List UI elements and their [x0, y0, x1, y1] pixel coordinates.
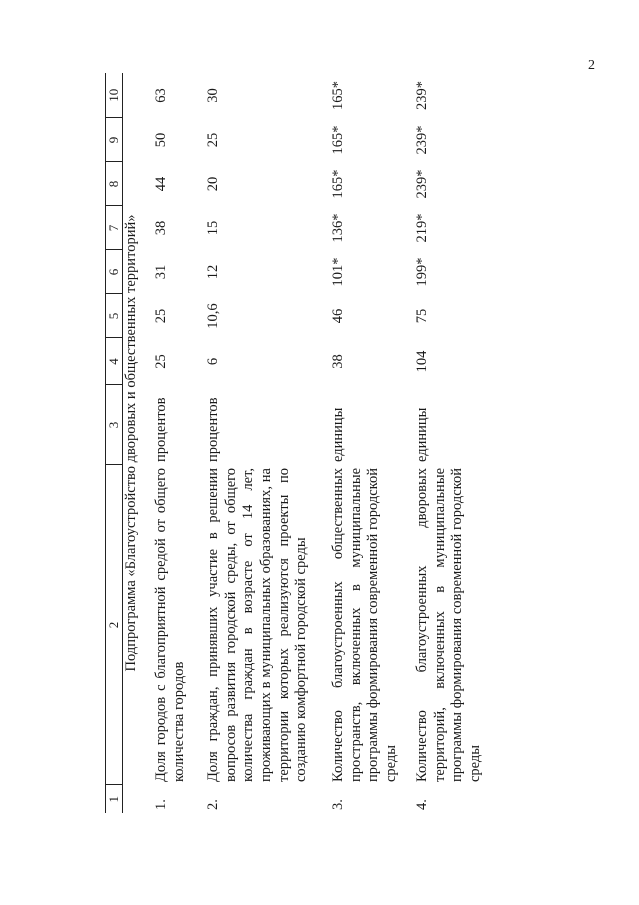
subprogram-row — [123, 73, 154, 813]
value-cell: 101* — [330, 257, 346, 287]
value-cell: 44 — [153, 176, 169, 192]
value-cell: 25 — [153, 354, 169, 369]
column-header: 5 — [106, 294, 123, 338]
value-cell: 239* — [414, 169, 430, 199]
row-number: 4. — [414, 799, 430, 810]
value-cell: 20 — [205, 176, 221, 192]
value-cell: 46 — [330, 308, 346, 324]
value-cell: 25 — [205, 132, 221, 148]
value-cell: 136* — [330, 213, 346, 243]
table-row — [330, 73, 414, 813]
value-cell: 31 — [153, 264, 169, 280]
value-cell: 239* — [414, 125, 430, 155]
value-cell: 75 — [414, 308, 430, 324]
value-cell: 165* — [330, 81, 346, 110]
column-header: 6 — [106, 250, 123, 294]
indicators-table — [105, 73, 504, 813]
value-cell: 38 — [330, 354, 346, 369]
column-header: 9 — [106, 118, 123, 162]
table-row — [414, 73, 504, 813]
column-header: 2 — [106, 465, 123, 785]
value-cell: 30 — [205, 88, 221, 103]
column-header: 8 — [106, 162, 123, 206]
unit-cell: процентов — [205, 397, 221, 462]
column-header: 4 — [106, 338, 123, 385]
value-cell: 6 — [205, 357, 221, 366]
value-cell: 12 — [205, 264, 221, 280]
indicator-name: Количество благоустроенных дворовых территорий, включенных в муниципальные программы формирования современной городской среды — [414, 468, 484, 782]
subprogram-title: Подпрограмма «Благоустройство дворовых и общественных территорий» — [123, 214, 139, 672]
row-number: 2. — [205, 799, 221, 810]
value-cell: 104 — [414, 350, 430, 373]
column-number-row — [106, 73, 123, 813]
value-cell: 165* — [330, 169, 346, 199]
value-cell: 15 — [205, 220, 221, 236]
column-header: 3 — [106, 385, 123, 465]
indicator-name: Доля городов с благоприятной средой от общего количества городов — [153, 468, 187, 782]
unit-cell: процентов — [153, 397, 169, 462]
value-cell: 38 — [153, 220, 169, 236]
row-number: 1. — [153, 799, 169, 810]
value-cell: 165* — [330, 125, 346, 155]
row-number: 3. — [330, 799, 346, 810]
unit-cell: единицы — [414, 407, 430, 462]
indicator-name: Количество благоустроенных общественных пространств, включенных в муниципальные программы формирования современной городской среды — [330, 468, 400, 782]
value-cell: 199* — [414, 257, 430, 287]
value-cell: 25 — [153, 308, 169, 324]
table-row — [205, 73, 330, 813]
indicator-name: Доля граждан, принявших участие в решении вопросов развития городской среды, от общего количества граждан в возрасте от 14 лет, проживающих в муниципальных образованиях, на территории которых реализуются проекты по созданию комфортной городской среды — [205, 468, 310, 782]
column-header: 1 — [106, 785, 123, 813]
value-cell: 10,6 — [205, 303, 221, 329]
value-cell: 219* — [414, 213, 430, 243]
table-row — [153, 73, 205, 813]
column-header: 10 — [106, 73, 123, 118]
value-cell: 50 — [153, 132, 169, 148]
unit-cell: единицы — [330, 407, 346, 462]
rotated-table-container — [105, 73, 585, 813]
value-cell: 63 — [153, 88, 169, 103]
page-number: 2 — [588, 58, 595, 73]
value-cell: 239* — [414, 81, 430, 110]
column-header: 7 — [106, 206, 123, 250]
